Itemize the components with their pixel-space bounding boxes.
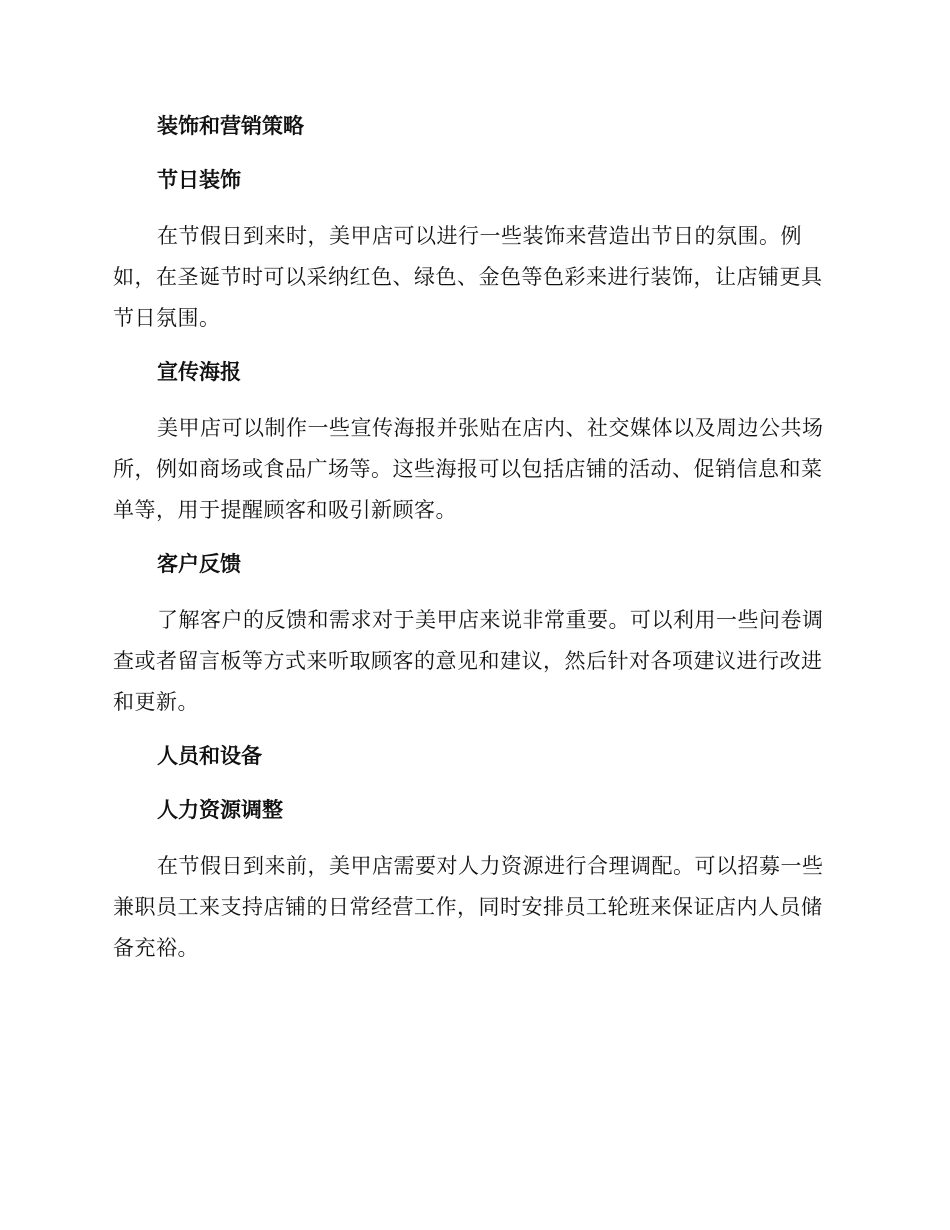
- subheading-hr-adjustment: 人力资源调整: [157, 797, 283, 822]
- subheading-promo-poster: 宣传海报: [157, 359, 241, 384]
- paragraph-hr-adjustment: 在节假日到来前，美甲店需要对人力资源进行合理调配。可以招募一些兼职员工来支持店铺的日常经营工作，同时安排员工轮班来保证店内人员储备充裕。: [113, 854, 824, 960]
- subheading-holiday-decoration: 节日装饰: [157, 167, 241, 192]
- paragraph-promo-poster: 美甲店可以制作一些宣传海报并张贴在店内、社交媒体以及周边公共场所，例如商场或食品广场等。这些海报可以包括店铺的活动、促销信息和菜单等，用于提醒顾客和吸引新顾客。: [113, 416, 824, 522]
- section-heading-staff-equipment: 人员和设备: [157, 743, 262, 768]
- subheading-customer-feedback: 客户反馈: [157, 551, 241, 576]
- paragraph-customer-feedback: 了解客户的反馈和需求对于美甲店来说非常重要。可以利用一些问卷调查或者留言板等方式来听取顾客的意见和建议，然后针对各项建议进行改进和更新。: [113, 608, 824, 714]
- section-heading-decoration-marketing: 装饰和营销策略: [157, 113, 304, 138]
- paragraph-holiday-decoration: 在节假日到来时，美甲店可以进行一些装饰来营造出节日的氛围。例如，在圣诞节时可以采纳红色、绿色、金色等色彩来进行装饰，让店铺更具节日氛围。: [113, 224, 823, 330]
- document-body: [113, 108, 833, 969]
